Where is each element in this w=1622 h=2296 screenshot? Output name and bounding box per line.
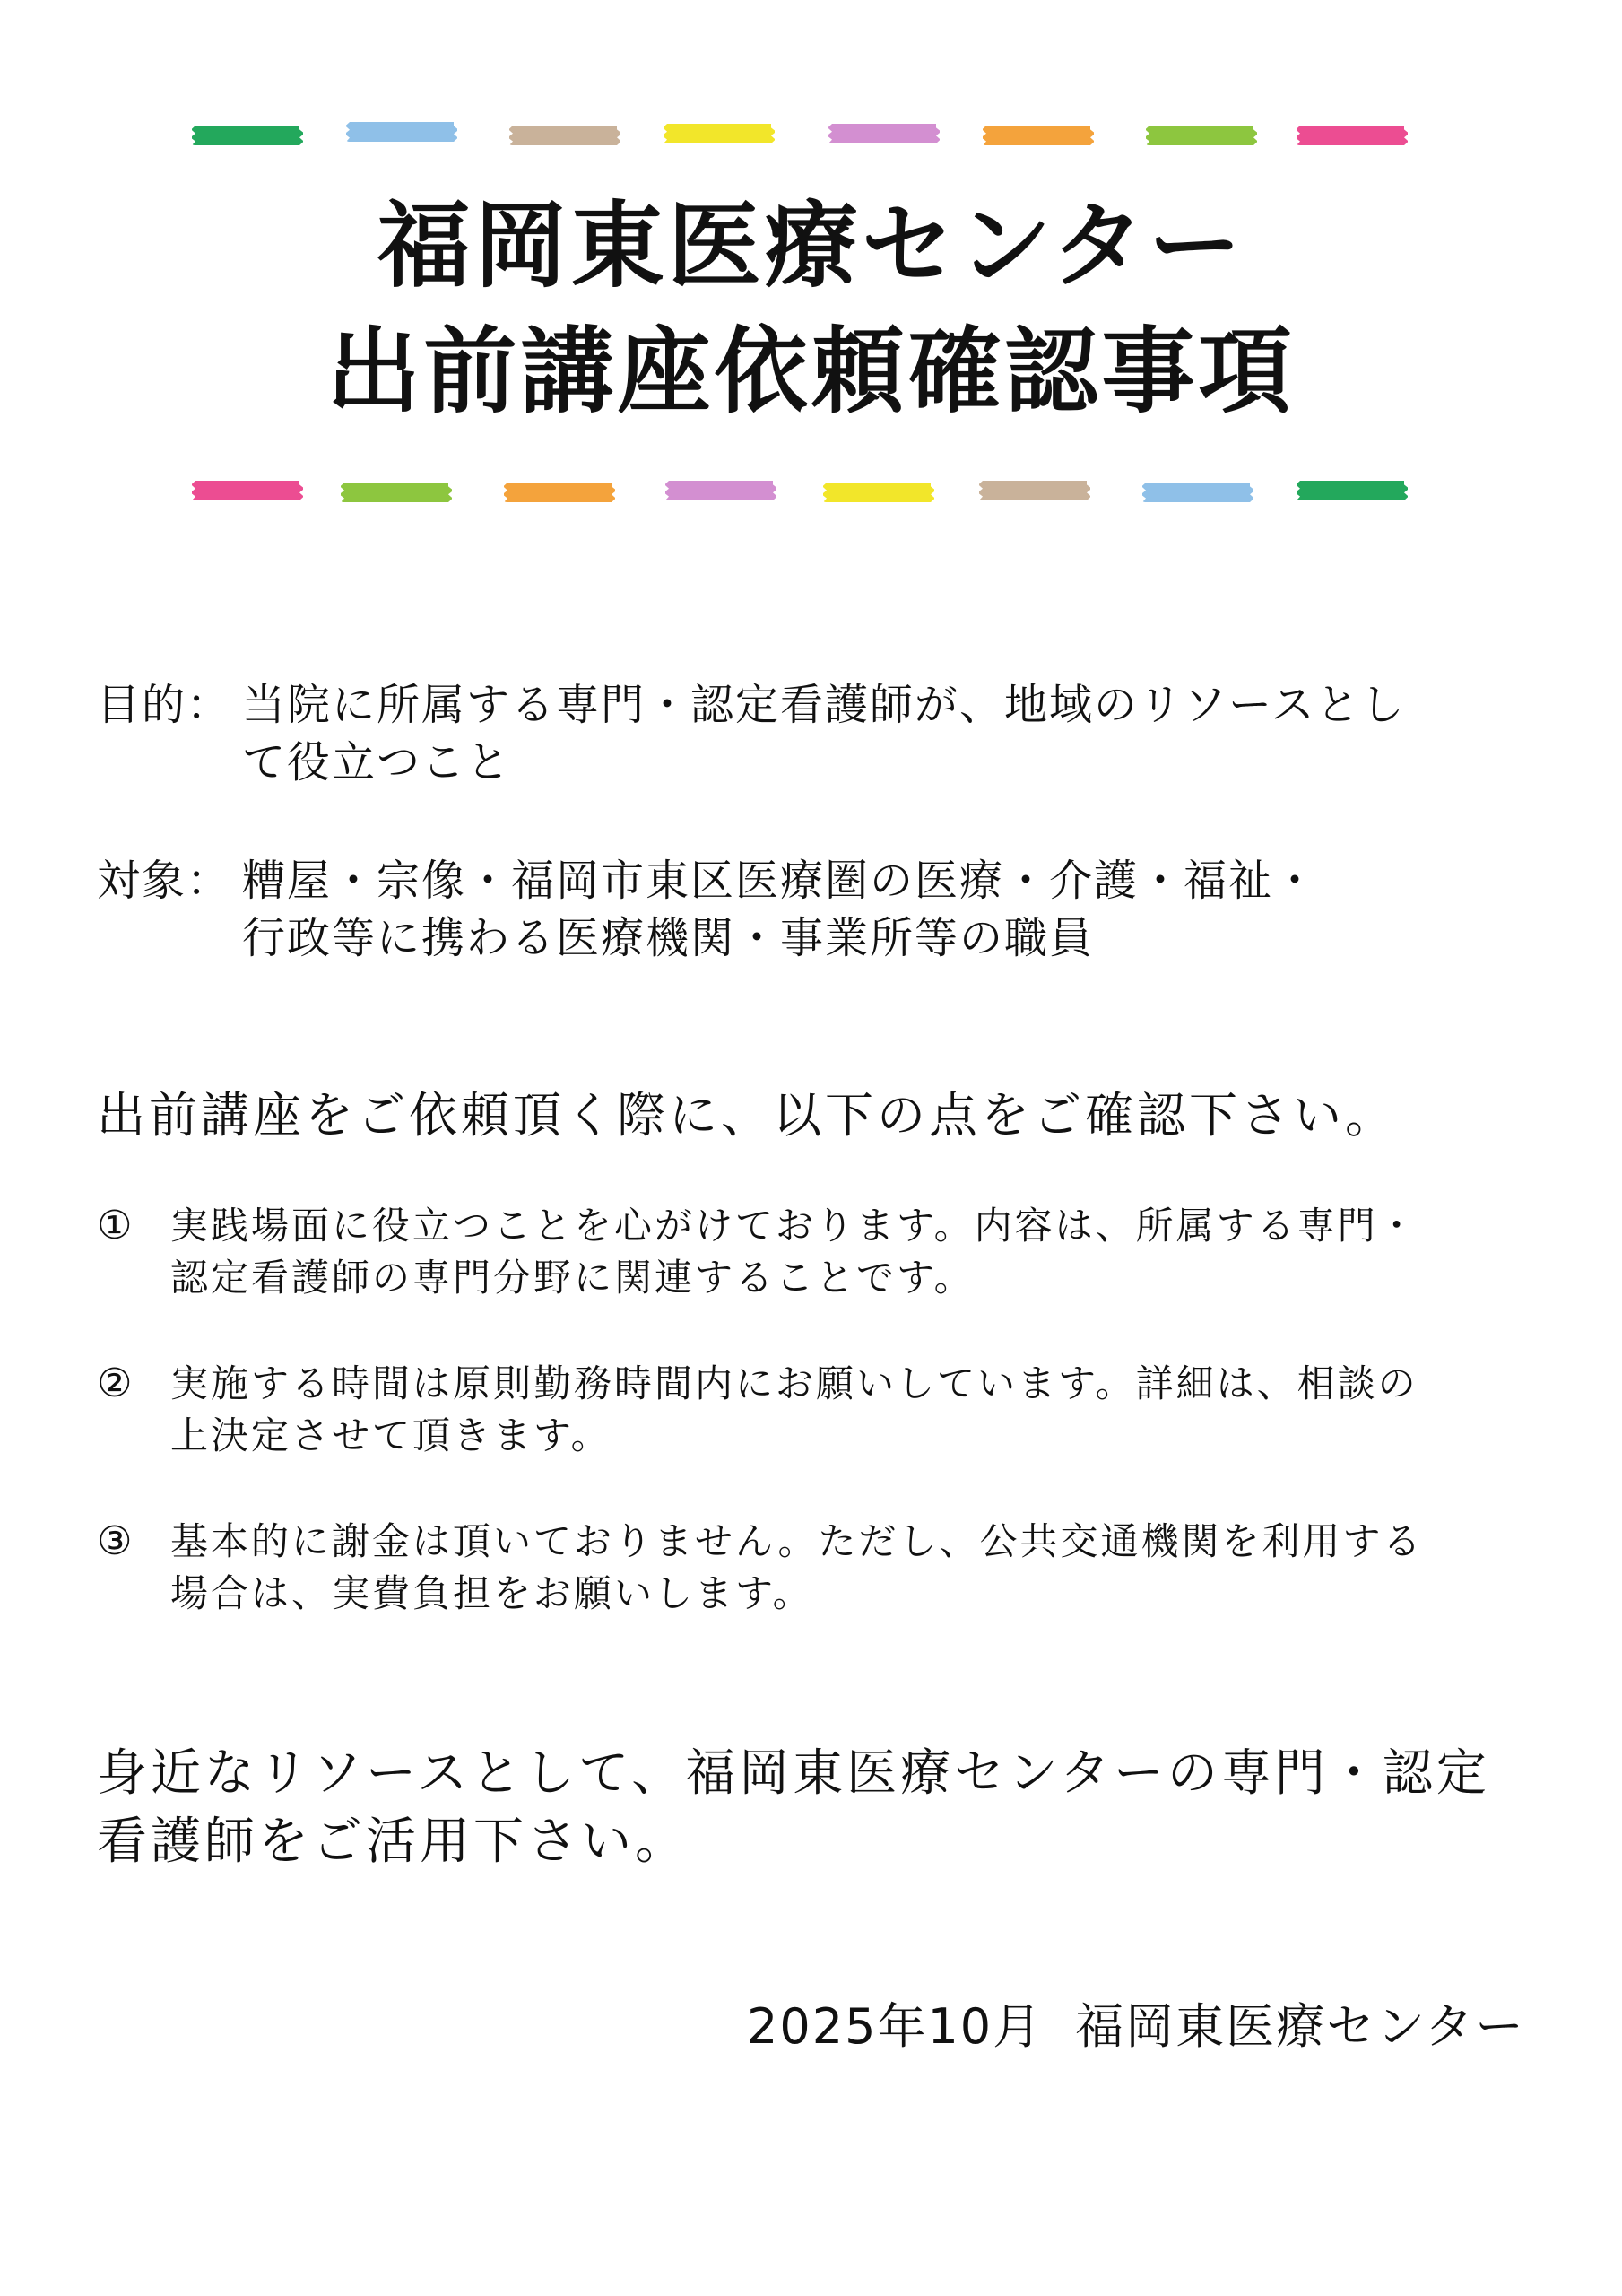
tape-decoration xyxy=(828,124,940,144)
bottom-tape-row xyxy=(0,475,1622,511)
tape-decoration xyxy=(665,481,776,500)
footer-organization: 福岡東医療センター xyxy=(1075,1998,1525,2055)
purpose-line: て役立つこと xyxy=(242,737,512,787)
footer xyxy=(747,1998,1525,2056)
item-text xyxy=(170,1516,1569,1620)
tape-decoration xyxy=(664,124,775,144)
item-line: 基本的に謝金は頂いておりません。ただし、公共交通機関を利用する xyxy=(170,1519,1424,1563)
tape-decoration xyxy=(509,126,620,145)
closing-line: 身近なリソースとして、福岡東医療センターの専門・認定 xyxy=(97,1744,1490,1803)
tape-decoration xyxy=(1142,483,1253,502)
page-title-line2: 出前講座依頼確認事項 xyxy=(326,317,1296,426)
page-title-line1: 福岡東医療センター xyxy=(377,191,1245,300)
tape-decoration xyxy=(192,126,303,145)
item-number: ② xyxy=(97,1361,135,1406)
tape-decoration xyxy=(823,483,934,502)
item-line: 実施する時間は原則勤務時間内にお願いしています。詳細は、相談の xyxy=(170,1361,1418,1405)
item-line: 実践場面に役立つことを心がけております。内容は、所属する専門・ xyxy=(170,1204,1418,1248)
purpose-line: 当院に所属する専門・認定看護師が、地域のリソースとし xyxy=(242,680,1406,730)
target-line: 糟屋・宗像・福岡市東区医療圏の医療・介護・福祉・ xyxy=(242,856,1319,906)
item-line: 場合は、実費負担をお願いします。 xyxy=(170,1571,813,1615)
purpose-text xyxy=(242,676,1622,791)
item-number: ① xyxy=(97,1203,135,1248)
closing-line: 看護師をご活用下さい。 xyxy=(97,1813,689,1871)
tape-decoration xyxy=(346,122,457,142)
tape-decoration xyxy=(983,126,1094,145)
top-tape-row xyxy=(0,115,1622,151)
tape-decoration xyxy=(192,481,303,500)
target-line: 行政等に携わる医療機関・事業所等の職員 xyxy=(242,913,1095,963)
item-line: 上決定させて頂きます。 xyxy=(170,1413,612,1457)
item-line: 認定看護師の専門分野に関連することです。 xyxy=(170,1256,975,1300)
item-text xyxy=(170,1200,1569,1304)
tape-decoration xyxy=(979,481,1090,500)
intro-text: 出前講座をご依頼頂く際に、以下の点をご確認下さい。 xyxy=(97,1087,1397,1144)
tape-decoration xyxy=(341,483,452,502)
closing-message xyxy=(97,1740,1490,1876)
item-text xyxy=(170,1358,1569,1462)
tape-decoration xyxy=(1146,126,1257,145)
item-number: ③ xyxy=(97,1518,135,1564)
purpose-label: 目的： xyxy=(97,680,232,730)
footer-date: 2025年10月 xyxy=(747,1998,1044,2055)
tape-decoration xyxy=(1297,481,1408,500)
tape-decoration xyxy=(1297,126,1408,145)
target-label: 対象： xyxy=(97,856,232,906)
target-text xyxy=(242,852,1622,967)
tape-decoration xyxy=(504,483,615,502)
